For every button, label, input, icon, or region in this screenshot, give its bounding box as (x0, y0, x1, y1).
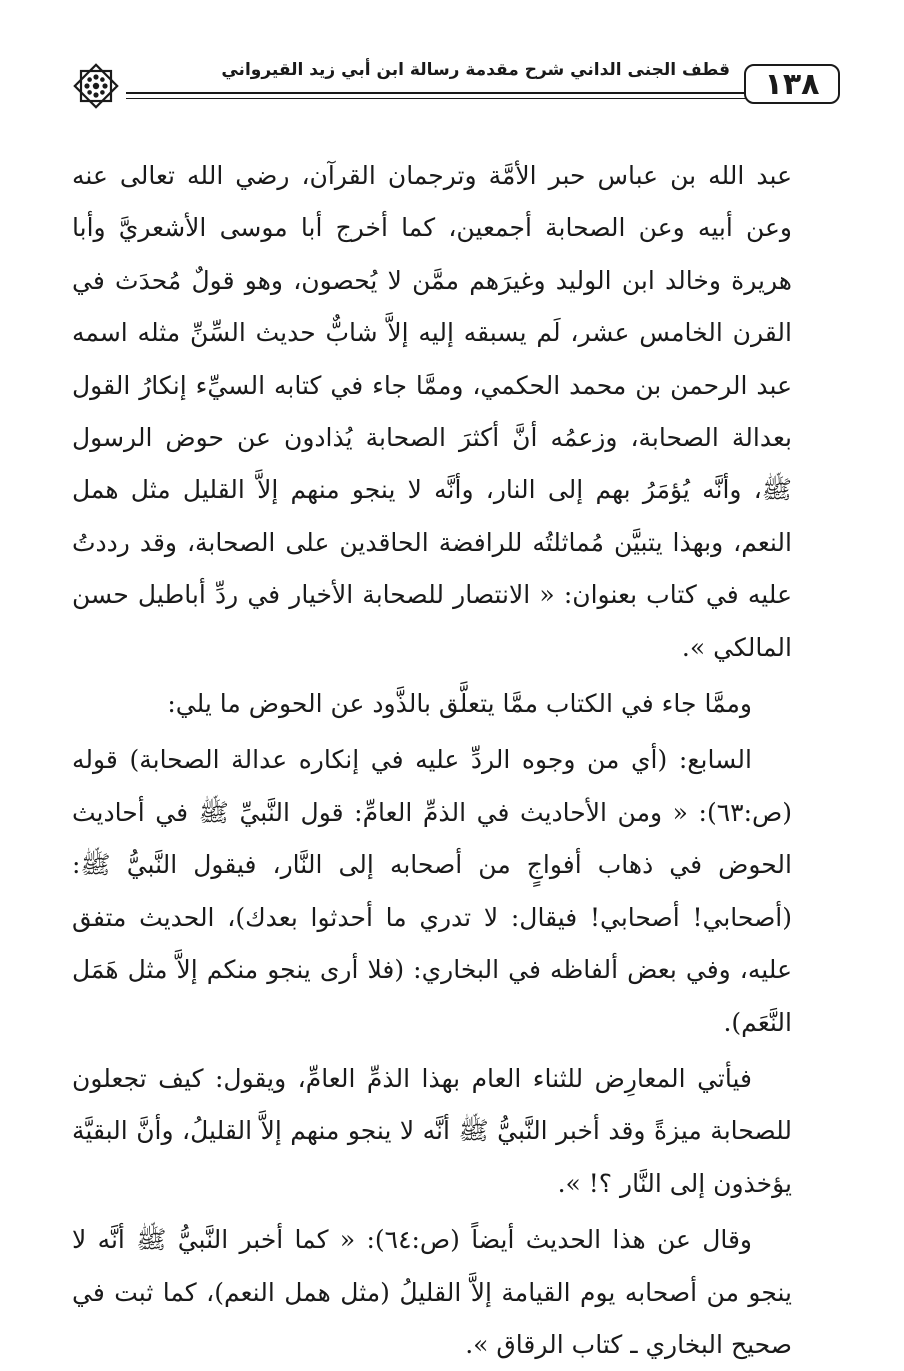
paragraph-2: وممَّا جاء في الكتاب ممَّا يتعلَّق بالذَّود عن الحوض ما يلي: (167, 689, 752, 719)
header-rule-thin (126, 98, 746, 99)
main-text (72, 150, 792, 1371)
running-title: قطف الجنى الداني شرح مقدمة رسالة ابن أبي زيد القيرواني (221, 60, 730, 80)
eight-point-star-ornament-icon (70, 60, 122, 112)
page-header (70, 52, 840, 112)
page-number: ١٣٨ (744, 64, 840, 104)
paragraph-4: فيأتي المعارِض للثناء العام بهذا الذمِّ العامِّ، ويقول: كيف تجعلون للصحابة ميزةً وقد أخبر النَّبيُّ ﷺ أنَّه لا ينجو منهم إلاَّ القليلُ، وأنَّ البقيَّة يؤخذون إلى النَّار ؟! ». (72, 1063, 792, 1198)
paragraph-3: السابع: (أي من وجوه الردِّ عليه في إنكاره عدالة الصحابة) قوله (ص:٦٣): « ومن الأحاديث في الذمِّ العامِّ: قول النَّبيِّ ﷺ في أحاديث الحوض في ذهاب أفواجٍ من أصحابه إلى النَّار، فيقول النَّبيُّ ﷺ: (أصحابي! أصحابي! فيقال: لا تدري ما أحدثوا بعدك)، الحديث متفق عليه، وفي بعض ألفاظه في البخاري: (فلا أرى ينجو منكم إلاَّ مثل هَمَل النَّعَم). (72, 745, 792, 1037)
paragraph-5: وقال عن هذا الحديث أيضاً (ص:٦٤): « كما أخبر النَّبيُّ ﷺ أنَّه لا ينجو من أصحابه يوم القيامة إلاَّ القليلُ (مثل همل النعم)، كما ثبت في صحيح البخاري ـ كتاب الرقاق ». (72, 1225, 792, 1359)
paragraph-1: عبد الله بن عباس حبر الأمَّة وترجمان القرآن، رضي الله تعالى عنه وعن أبيه وعن الصحابة أجمعين، كما أخرج أبا موسى الأشعريَّ وأبا هريرة وخالد ابن الوليد وغيرَهم ممَّن لا يُحصون، وهو قولٌ مُحدَث في القرن الخامس عشر، لَم يسبقه إليه إلاَّ شابٌّ حديث السِّنِّ مثله اسمه عبد الرحمن بن محمد الحكمي، وممَّا جاء في كتابه السيِّء إنكارُ القول بعدالة الصحابة، وزعمُه أنَّ أكثرَ الصحابة يُذادون عن حوض الرسول ﷺ، وأنَّه يُؤمَرُ بهم إلى النار، وأنَّه لا ينجو منهم إلاَّ القليل مثل همل النعم، وبهذا يتبيَّن مُماثلتُه للرافضة الحاقدين على الصحابة، وقد رددتُ عليه في كتاب بعنوان: « الانتصار للصحابة الأخيار في ردِّ أباطيل حسن المالكي ». (72, 161, 792, 662)
header-rule (126, 92, 746, 94)
